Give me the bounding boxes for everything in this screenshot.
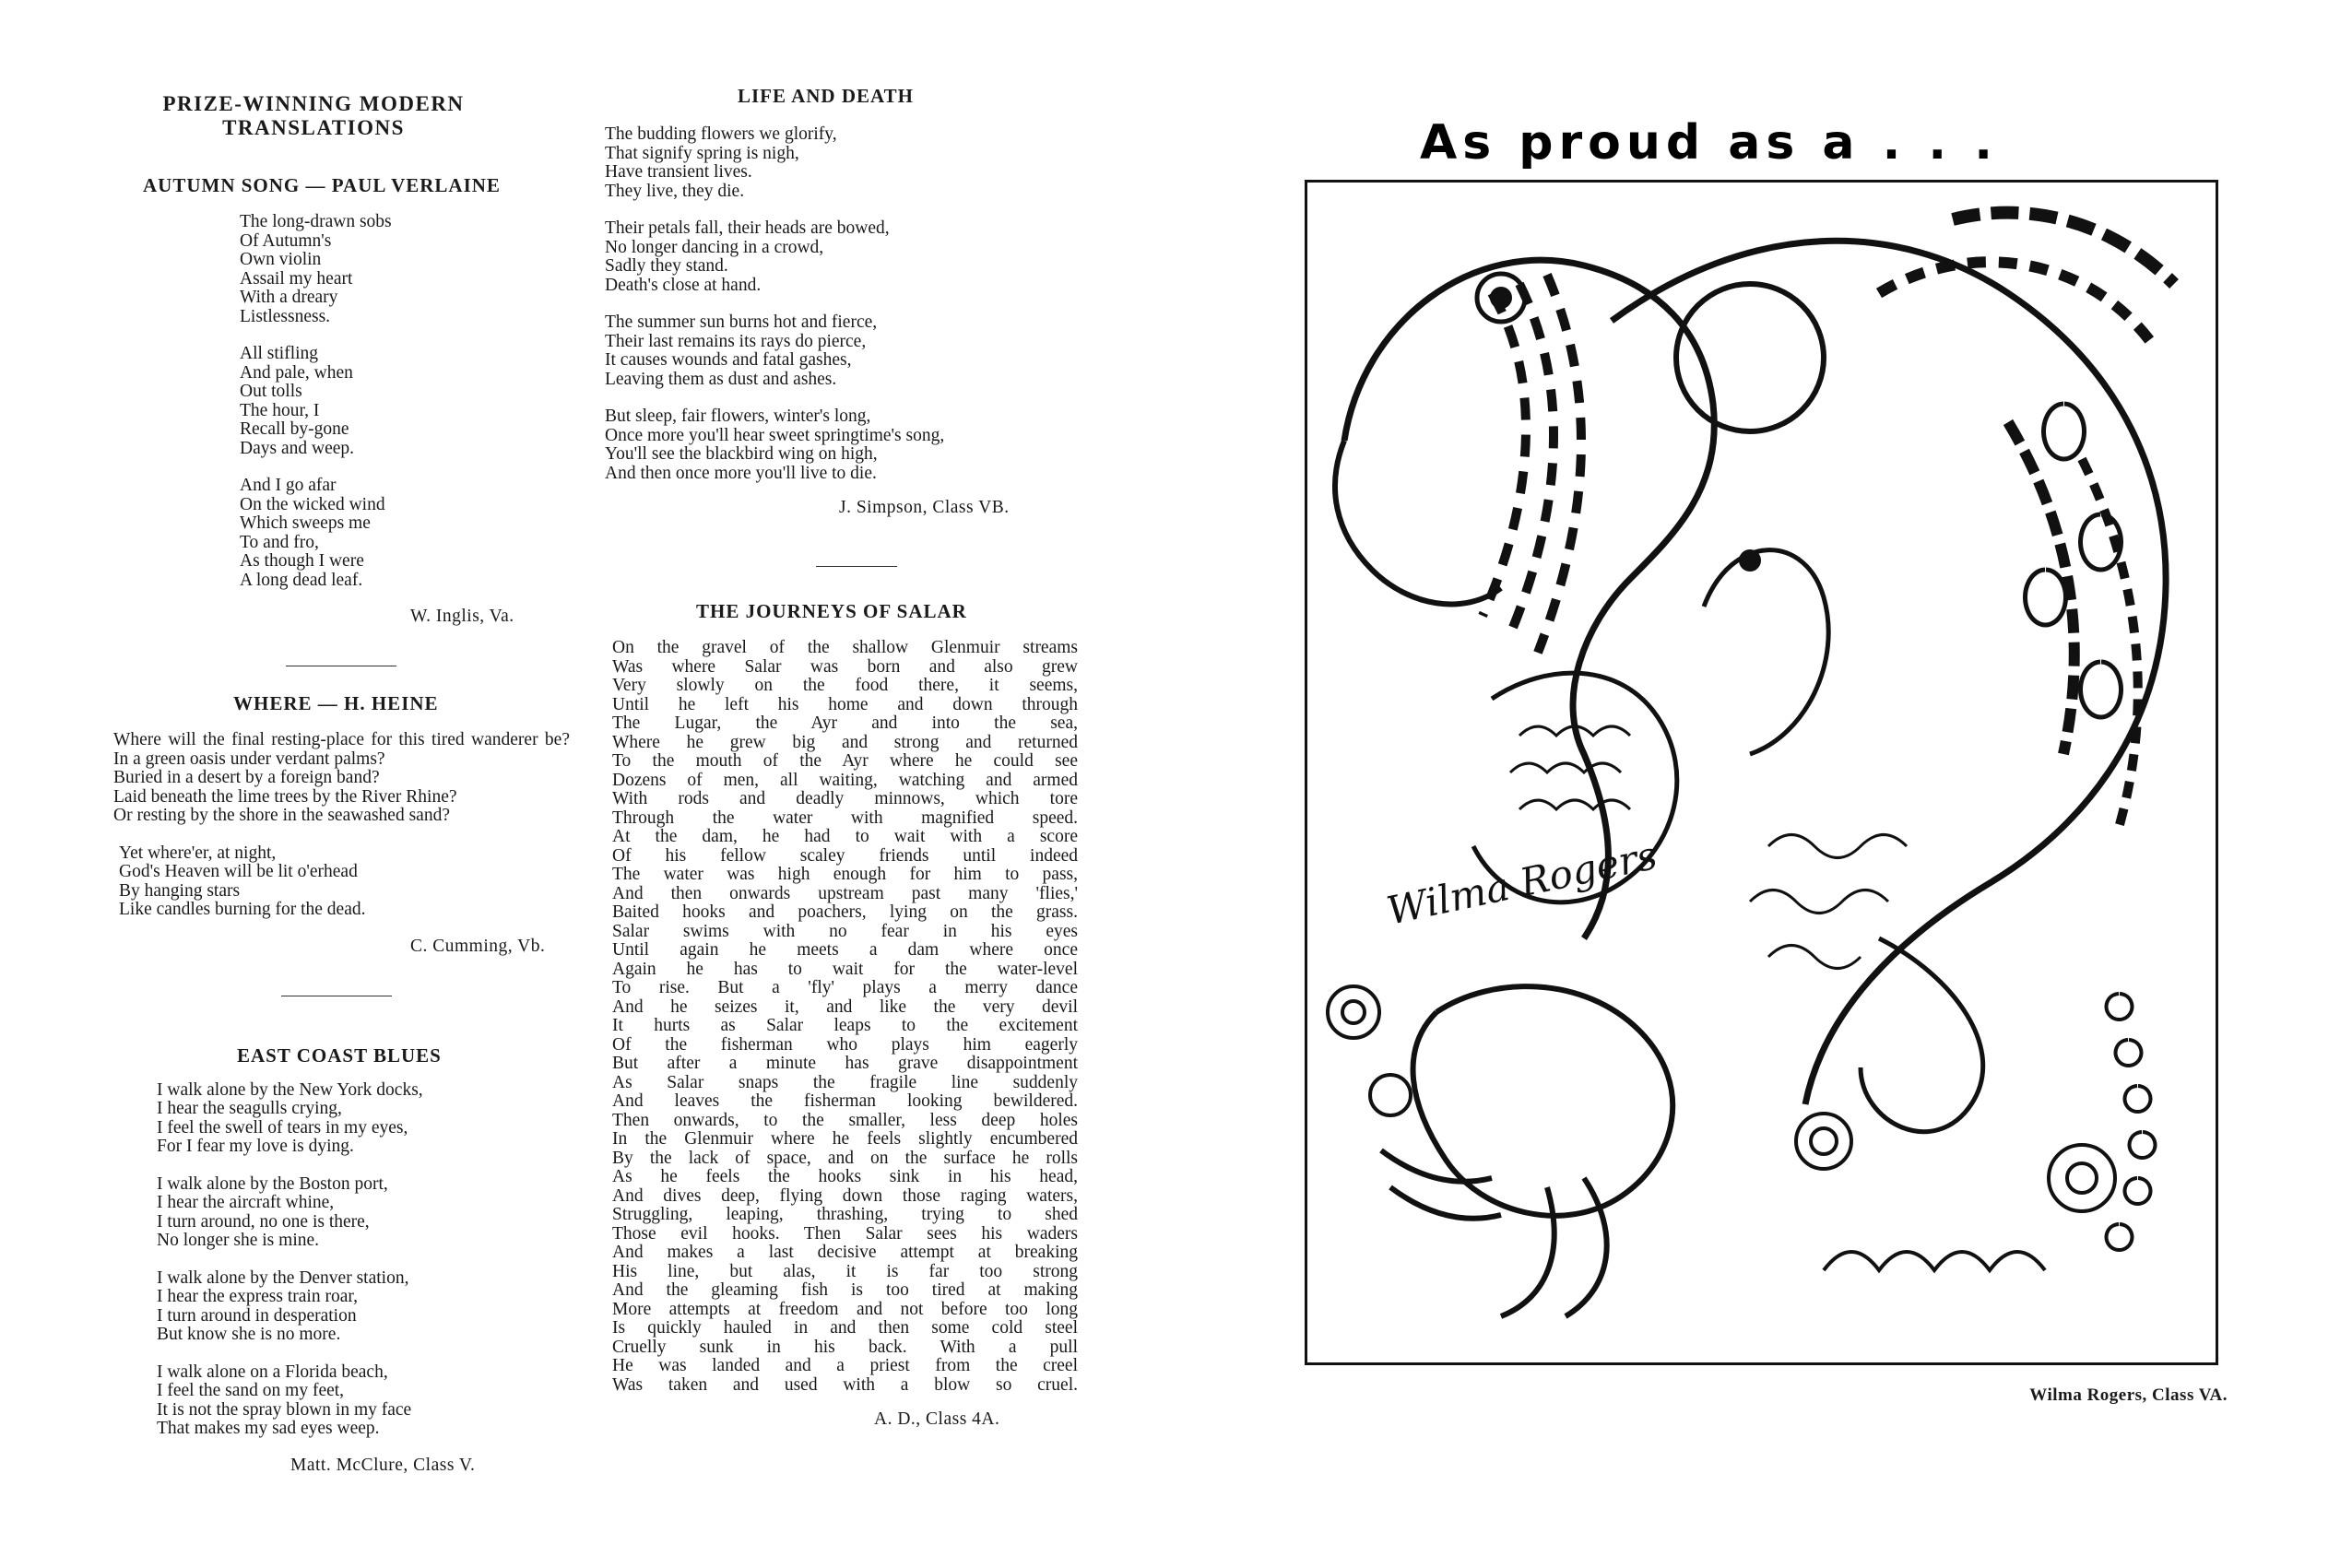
poem-line: As Salar snaps the fragile line suddenly: [612, 1072, 1078, 1092]
poem-line: Out tolls: [240, 382, 302, 402]
poem-line: On the gravel of the shallow Glenmuir streams: [612, 638, 1078, 658]
poem-line: Days and weep.: [240, 438, 354, 458]
peacock-small: [1704, 550, 1828, 754]
spiral-1: [1328, 986, 1379, 1038]
poem-line: Leaving them as dust and ashes.: [605, 369, 837, 389]
poem-line: Own violin: [240, 250, 322, 270]
poem-line: The hour, I: [240, 400, 320, 420]
poem-line: No longer dancing in a crowd,: [605, 237, 824, 257]
poem-line: God's Heaven will be lit o'erhead: [119, 862, 358, 882]
poem-line: Very slowly on the food there, it seems,: [612, 676, 1078, 696]
poem-line: Through the water with magnified speed.: [612, 808, 1078, 828]
poem-line: Dozens of men, all waiting, watching and armed: [612, 770, 1078, 790]
stanza: [157, 1269, 567, 1345]
poem-line: And he seizes it, and like the very devil: [612, 996, 1078, 1017]
poem-line: Which sweeps me: [240, 513, 371, 534]
bird-head-outline: [1344, 260, 1714, 938]
poem-line: Death's close at hand.: [605, 275, 762, 295]
poem-line: The Lugar, the Ayr and into the sea,: [612, 713, 1078, 734]
neck-stripes: [1483, 275, 1581, 653]
poem-line: As he feels the hooks sink in his head,: [612, 1167, 1078, 1187]
stanza: [157, 1175, 567, 1251]
feather-eyes: [2026, 404, 2122, 717]
tail-feather-2: [1879, 262, 2156, 348]
fish-fin: [1501, 1178, 1607, 1316]
illustration-frame: [1305, 180, 2218, 1365]
poem-line: By hanging stars: [119, 880, 241, 901]
poem-line: And leaves the fisherman looking bewildered.: [612, 1091, 1078, 1112]
poem-line: Of his fellow scaley friends until indeed: [612, 845, 1078, 866]
poem-line: I hear the aircraft whine,: [157, 1193, 335, 1213]
poem-line: Recall by-gone: [240, 419, 349, 440]
salar-credit: A. D., Class 4A.: [874, 1409, 1000, 1430]
poem-line: They live, they die.: [605, 181, 745, 201]
life-and-death-credit: J. Simpson, Class VB.: [839, 498, 1010, 518]
poem-line: That makes my sad eyes weep.: [157, 1419, 380, 1439]
life-and-death-title: LIFE AND DEATH: [738, 85, 914, 107]
stanza: [157, 1363, 567, 1439]
peacock-small-eye: [1741, 551, 1759, 570]
stanza: [119, 844, 570, 920]
poem-line: Buried in a desert by a foreign band?: [113, 768, 380, 788]
poem-line: Salar swims with no fear in his eyes: [612, 921, 1078, 941]
poem-line: To the mouth of the Ayr where he could see: [612, 751, 1078, 772]
claw-lines: [1381, 1150, 1501, 1219]
poem-line: A long dead leaf.: [240, 570, 363, 590]
main-heading-line-2: TRANSLATIONS: [222, 116, 405, 140]
drawing-credit: Wilma Rogers, Class VA.: [2029, 1385, 2228, 1405]
autumn-song-poem: [240, 213, 567, 590]
autumn-song-title: AUTUMN SONG — PAUL VERLAINE: [143, 173, 501, 196]
poem-line: And then once more you'll live to die.: [605, 463, 877, 483]
drawing-title: As proud as a . . .: [1420, 115, 1999, 171]
poem-line: But after a minute has grave disappointment: [612, 1054, 1078, 1074]
poem-line: Struggling, leaping, thrashing, trying to shed: [612, 1205, 1078, 1225]
poem-line: In the Glenmuir where he feels slightly encumbered: [612, 1129, 1078, 1149]
stanza: [157, 1081, 567, 1157]
where-credit: C. Cumming, Vb.: [410, 936, 546, 956]
poem-line: Once more you'll hear sweet springtime's song,: [605, 425, 945, 445]
east-coast-blues-credit: Matt. McClure, Class V.: [290, 1455, 476, 1475]
bird-pupil: [1492, 289, 1510, 307]
poem-line: Their petals fall, their heads are bowed,: [605, 218, 890, 239]
poem-line: Baited hooks and poachers, lying on the grass.: [612, 902, 1078, 923]
spiral-2: [1370, 1075, 1411, 1115]
poem-line: You'll see the blackbird wing on high,: [605, 444, 878, 465]
poem-line: I walk alone by the Denver station,: [157, 1267, 409, 1288]
poem-line: For I fear my love is dying.: [157, 1137, 354, 1157]
poem-line: And dives deep, flying down those raging waters,: [612, 1185, 1078, 1206]
poem-line: In a green oasis under verdant palms?: [113, 749, 385, 769]
poem-line: I feel the swell of tears in my eyes,: [157, 1117, 408, 1138]
poem-line: Have transient lives.: [605, 162, 752, 183]
salar-poem: [612, 639, 1078, 1395]
poem-line: Sadly they stand.: [605, 256, 728, 277]
poem-line: I walk alone by the Boston port,: [157, 1173, 388, 1194]
poem-line: Cruelly sunk in his back. With a pull: [612, 1337, 1078, 1357]
main-heading-line-1: PRIZE-WINNING MODERN: [162, 92, 465, 115]
artist-signature: Wilma Rogers: [1382, 831, 1661, 934]
poem-line: The summer sun burns hot and fierce,: [605, 312, 878, 333]
stanza: [605, 313, 1079, 389]
poem-line: Laid beneath the lime trees by the River Rhine?: [113, 786, 457, 807]
beak-outline: [1335, 441, 1501, 604]
poem-line: But know she is no more.: [157, 1325, 341, 1345]
stanza: [605, 407, 1079, 483]
main-heading: [143, 92, 484, 141]
bottom-swirls: [1824, 1252, 2045, 1270]
poem-line: And I go afar: [240, 476, 337, 496]
poem-line: Listlessness.: [240, 306, 331, 326]
poem-line: And the gleaming fish is too tired at making: [612, 1280, 1078, 1301]
east-coast-blues-poem: [157, 1081, 567, 1439]
right-column: [599, 85, 1079, 1430]
poem-line: With rods and deadly minnows, which tore: [612, 789, 1078, 809]
stanza: [240, 345, 567, 458]
poem-line: At the dam, he had to wait with a score: [612, 827, 1078, 847]
poem-line: By the lack of space, and on the surface he rolls: [612, 1148, 1078, 1168]
poem-line: The water was high enough for him to pass,: [612, 865, 1078, 885]
stanza: [605, 219, 1079, 295]
poem-line: That signify spring is nigh,: [605, 143, 799, 163]
poem-line: His line, but alas, it is far too strong: [612, 1261, 1078, 1281]
poem-line: It hurts as Salar leaps to the excitement: [612, 1016, 1078, 1036]
left-column: [106, 92, 570, 1476]
poem-line: On the wicked wind: [240, 494, 385, 514]
poem-line: All stifling: [240, 344, 319, 364]
poem-line: Where will the final resting-place for this tired wanderer be?: [113, 730, 570, 750]
poem-line: The budding flowers we glorify,: [605, 124, 837, 145]
poem-line: Of the fisherman who plays him eagerly: [612, 1034, 1078, 1055]
where-title: WHERE — H. HEINE: [233, 692, 439, 715]
poem-line: And then onwards upstream past many 'flies,': [612, 883, 1078, 903]
poem-line: But sleep, fair flowers, winter's long,: [605, 407, 871, 427]
poem-line: Again he has to wait for the water-level: [612, 959, 1078, 979]
poem-line: I walk alone by the New York docks,: [157, 1079, 423, 1100]
poem-line: Until he left his home and down through: [612, 694, 1078, 714]
life-and-death-poem: [605, 125, 1079, 483]
stanza: [240, 477, 567, 590]
poem-line: No longer she is mine.: [157, 1231, 320, 1251]
stanza: [240, 213, 567, 326]
poem-line: Yet where'er, at night,: [119, 843, 277, 863]
poem-line: Then onwards, to the smaller, less deep holes: [612, 1110, 1078, 1130]
spiral-3-inner: [1811, 1128, 1837, 1154]
stanza: [605, 125, 1079, 201]
poem-line: As though I were: [240, 551, 364, 572]
poem-line: And makes a last decisive attempt at breaking: [612, 1243, 1078, 1263]
poem-line: Where he grew big and strong and returned: [612, 732, 1078, 752]
poem-line: He was landed and a priest from the creel: [612, 1356, 1078, 1376]
poem-line: To rise. But a 'fly' plays a merry dance: [612, 978, 1078, 998]
poem-line: The long-drawn sobs: [240, 212, 392, 232]
spiral-1-inner: [1342, 1001, 1365, 1023]
curl-pattern: [1750, 835, 1907, 969]
poem-line: I feel the sand on my feet,: [157, 1381, 345, 1401]
poem-line: And pale, when: [240, 362, 353, 383]
poem-line: Or resting by the shore in the seawashed sand?: [113, 806, 450, 826]
poem-line: I walk alone on a Florida beach,: [157, 1362, 388, 1382]
stanza: [113, 731, 570, 826]
poem-line: With a dreary: [240, 288, 338, 308]
where-poem: [113, 731, 570, 920]
poem-line: Was taken and used with a blow so cruel.: [612, 1374, 1078, 1395]
poem-line: I turn around in desperation: [157, 1305, 357, 1326]
autumn-song-credit: W. Inglis, Va.: [410, 607, 514, 627]
poem-line: I hear the seagulls crying,: [157, 1099, 342, 1119]
east-coast-blues-title: EAST COAST BLUES: [237, 1043, 442, 1067]
poem-line: Those evil hooks. Then Salar sees his waders: [612, 1223, 1078, 1244]
poem-line: Of Autumn's: [240, 230, 332, 251]
spiral-4-inner: [2067, 1163, 2097, 1193]
poem-line: Like candles burning for the dead.: [119, 900, 366, 920]
poem-line: Was where Salar was born and also grew: [612, 656, 1078, 677]
divider: [816, 566, 897, 567]
poem-line: Their last remains its rays do pierce,: [605, 331, 867, 351]
poem-line: More attempts at freedom and not before too long: [612, 1299, 1078, 1319]
spiral-3: [1796, 1114, 1851, 1169]
poem-line: Assail my heart: [240, 268, 353, 289]
poem-line: Is quickly hauled in and then some cold steel: [612, 1318, 1078, 1338]
poem-line: I hear the express train roar,: [157, 1287, 358, 1307]
salar-title: THE JOURNEYS OF SALAR: [696, 600, 967, 623]
peacock-illustration: [1307, 183, 2216, 1362]
spiral-4: [2049, 1145, 2115, 1211]
poem-line: It is not the spray blown in my face: [157, 1399, 412, 1420]
poem-line: I turn around, no one is there,: [157, 1211, 370, 1232]
poem-line: Until again he meets a dam where once: [612, 940, 1078, 961]
scale-pattern: [1510, 726, 1630, 809]
poem-line: It causes wounds and fatal gashes,: [605, 350, 852, 371]
poem-line: To and fro,: [240, 532, 319, 552]
eye-chain: [2107, 994, 2156, 1250]
